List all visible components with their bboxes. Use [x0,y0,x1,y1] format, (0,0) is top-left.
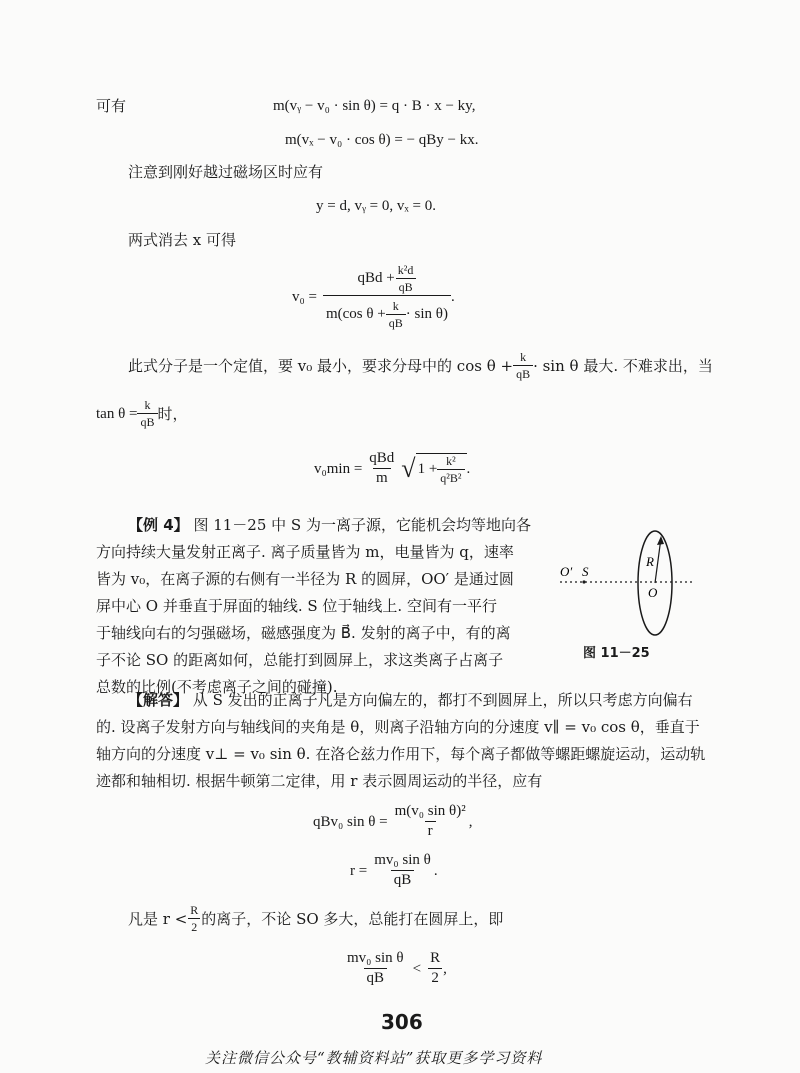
example-tag: 【例 4】 [128,516,189,534]
eq7-tail: . [433,862,438,879]
eq8-frac1-num: mv₀ sin θ [347,950,404,966]
solution-line-3: 轴方向的分速度 v⊥ = v₀ sin θ. 在洛仑兹力作用下，每个离子都做等螺距螺旋运动，运动轨 [96,745,706,763]
solution-body [96,714,726,795]
label-o: O [648,585,658,600]
eq6-lhs: qBv₀ sin θ = [313,813,388,830]
intro-label: 可有 [96,97,127,115]
paragraph-1b [96,398,188,429]
eq4-den-frac-den: qB [386,314,406,330]
para1b-b: 时， [157,404,188,423]
eq5-frac-den: m [373,468,391,487]
example-line-6: 子不论 SO 的距离如何，总能打到圆屏上，求这类离子占离子 [96,651,504,669]
eq4-num-frac [395,263,417,294]
figure-caption: 图 11－25 [583,646,650,661]
example-line-2: 方向持续大量发射正离子. 离子质量皆为 m，电量皆为 q，速率 [96,543,514,561]
para1b-frac-den: qB [137,413,157,429]
eq6-tail: , [468,813,473,830]
para2-frac-num: R [190,903,199,917]
solution-first-line [128,687,718,714]
eq5-tail: . [466,460,471,477]
equation-2: m(vₓ − v₀ · cos θ) = − qBy − kx. [285,132,479,148]
equation-5 [314,450,470,487]
eq5-sqrt-num: k² [446,453,456,468]
para1b-a: tan θ = [96,405,138,422]
eq5-sqrt-a: 1 + [417,461,438,477]
solution-tag: 【解答】 [128,691,189,709]
para1-frac-den: qB [513,365,533,381]
eq8-frac2-num: R [430,950,441,966]
eq7-frac-den: qB [391,870,415,889]
eq8-tail: , [443,960,447,977]
equation-4 [292,263,455,330]
eq5-sqrt-den: q²B² [437,469,464,485]
eq4-tail: . [450,288,455,305]
eq4-num-a: qBd + [357,270,395,286]
label-o-prime: O′ [560,564,573,579]
eq4-lhs: v₀ = [292,288,317,305]
eq8-frac1-den: qB [364,968,388,987]
para1-a: 此式分子是一个定值，要 v₀ 最小，要求分母中的 cos θ + [128,356,514,375]
example-block [128,512,548,539]
eq6-frac [392,803,469,840]
para1b-frac [137,398,157,429]
source-point [582,580,585,583]
para2-frac [187,903,201,934]
example-line-3: 皆为 v₀，在离子源的右侧有一半径为 R 的圆屏，OO′ 是通过圆 [96,570,514,588]
eq7-lhs: r = [350,862,368,879]
solution-line-4: 迹都和轴相切. 根据牛顿第二定律，用 r 表示圆周运动的半径，应有 [96,772,543,790]
equation-8 [344,950,447,987]
eq6-frac-den: r [425,821,436,840]
paragraph-2 [128,903,503,934]
example-body [96,539,556,701]
equation-7 [350,852,438,889]
footer-watermark: 关注微信公众号“教辅资料站”获取更多学习资料 [205,1049,543,1067]
eq5-frac-num: qBd [369,450,395,466]
eq4-fraction [323,263,451,330]
eq4-num-frac-den: qB [396,278,416,294]
para1b-frac-num: k [144,398,151,412]
eq5-sqrt-body [416,453,467,485]
eq8-frac2-den: 2 [428,968,442,987]
equation-6 [313,803,472,840]
eq7-frac-num: mv₀ sin θ [374,852,431,868]
paragraph-1 [128,350,713,381]
equation-3: y = d, vᵧ = 0, vₓ = 0. [316,198,436,214]
eq4-den-b: · sin θ) [405,306,448,322]
solution-line-1: 从 S 发出的正离子凡是方向偏左的，都打不到圆屏上，所以只考虑方向偏右 [192,691,693,709]
eq5-lhs: v₀min = [314,460,363,477]
eq4-num-frac-num: k²d [397,263,414,277]
para1-frac [513,350,533,381]
equation-1: m(vᵧ − v₀ · sin θ) = q · B · x − ky, [273,98,476,114]
page-number: 306 [381,1010,423,1034]
note-text-2: 两式消去 x 可得 [128,231,236,249]
eq4-den-frac-num: k [392,299,399,313]
example-line-5: 于轴线向右的匀强磁场，磁感强度为 B⃗. 发射的离子中，有的离 [96,624,511,642]
figure-11-25 [560,520,710,640]
eq5-sqrt-frac [437,454,464,485]
eq6-frac-num: m(v₀ sin θ)² [394,803,466,819]
para2-frac-den: 2 [188,918,200,934]
eq5-frac [366,450,397,487]
eq8-frac-1 [344,950,407,987]
eq4-den-a: m(cos θ + [325,306,386,322]
eq4-den-frac [386,299,406,330]
sqrt-icon: √ [401,453,416,483]
eq8-op: < [412,960,422,977]
para1-b: · sin θ 最大. 不难求出，当 [533,356,713,375]
solution-line-2: 的. 设离子发射方向与轴线间的夹角是 θ，则离子沿轴方向的分速度 v∥ = v₀ cos θ，垂直于 [96,718,700,736]
eq8-frac-2 [427,950,443,987]
note-text-1: 注意到刚好越过磁场区时应有 [128,163,324,181]
para1-frac-num: k [520,350,527,364]
example-line-1: 图 11－25 中 S 为一离子源，它能机会均等地向各 [193,516,531,534]
label-s: S [582,564,589,579]
eq7-frac [371,852,434,889]
example-line-4: 屏中心 O 并垂直于屏面的轴线. S 位于轴线上. 空间有一平行 [96,597,497,615]
example-line-7: 总数的比例(不考虑离子之间的碰撞). [96,678,338,696]
para2-b: 的离子，不论 SO 多大，总能打在圆屏上，即 [201,909,504,928]
label-r: R [646,554,654,569]
para2-a: 凡是 r < [128,909,188,928]
